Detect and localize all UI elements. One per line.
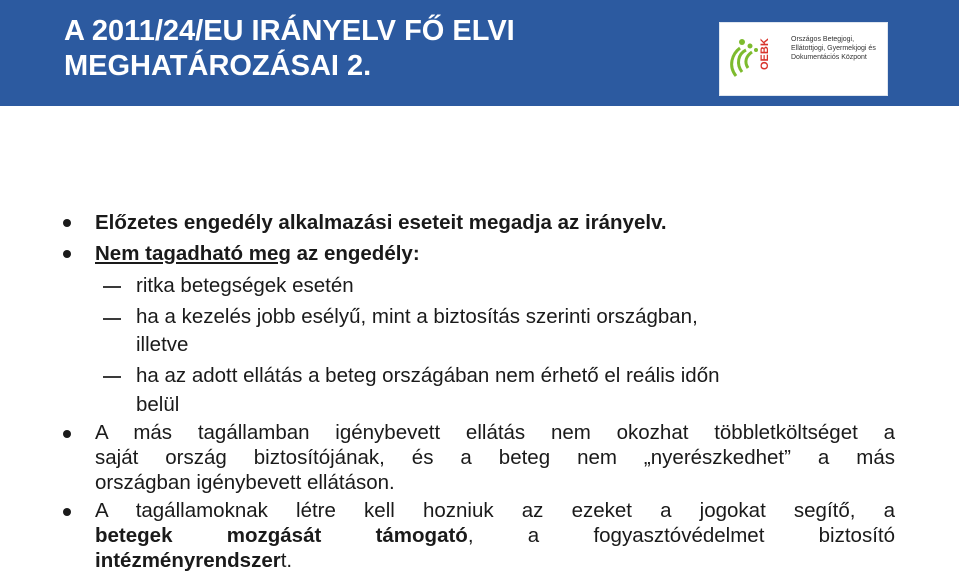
bullet-2-text: [95, 242, 420, 266]
bullet-4-line-2-rest: , a fogyasztóvédelmet biztosító: [467, 524, 895, 547]
slide-title-line-1: A 2011/24/EU IRÁNYELV FŐ ELVI: [64, 15, 515, 47]
bullet-icon: [63, 430, 71, 438]
sub-item-2-line-2: illetve: [136, 333, 189, 356]
bullet-4-bold-phrase: betegek mozgását támogató: [95, 524, 468, 547]
bullet-4-line-3-rest: t.: [280, 549, 293, 572]
bullet-2-underlined: Nem tagadható meg: [95, 242, 291, 265]
logo-vertical-text: OEBK: [759, 38, 771, 70]
bullet-4-line-3: [95, 549, 292, 573]
sub-item-3-line-1: ha az adott ellátás a beteg országában nem érhető el reális időn: [136, 364, 720, 387]
sub-item-1-text: ritka betegségek esetén: [136, 274, 354, 297]
slide-title-line-2: MEGHATÁROZÁSAI 2.: [64, 50, 372, 82]
dash-icon: [103, 376, 121, 378]
bullet-3-line-2: saját ország biztosítójának, és a beteg nem „nyerészkedhet” a más: [95, 446, 895, 469]
bullet-3-line-3: országban igénybevett ellátáson.: [95, 471, 395, 494]
bullet-1-text: Előzetes engedély alkalmazási eseteit megadja az irányelv.: [95, 211, 667, 234]
logo-caption-line-2: Ellátottjogi, Gyermekjogi és: [791, 45, 876, 52]
logo-caption-line-3: Dokumentációs Központ: [791, 54, 867, 61]
bullet-4-bold-word: intézményrendszer: [95, 549, 281, 572]
dash-icon: [103, 286, 121, 288]
bullet-icon: [63, 219, 71, 227]
bullet-icon: [63, 250, 71, 258]
bullet-icon: [63, 508, 71, 516]
dash-icon: [103, 318, 121, 320]
sub-item-3-line-2: belül: [136, 393, 180, 416]
bullet-2-rest: az engedély:: [290, 242, 420, 265]
bullet-3-line-1: A más tagállamban igénybevett ellátás nem okozhat többletköltséget a: [95, 421, 895, 444]
sub-item-2-line-1: ha a kezelés jobb esélyű, mint a biztosítás szerinti országban,: [136, 305, 698, 328]
bullet-4-line-1: A tagállamoknak létre kell hozniuk az ezeket a jogokat segítő, a: [95, 499, 895, 522]
bullet-4-line-2: [95, 524, 895, 548]
logo-caption-line-1: Országos Betegjogi,: [791, 36, 855, 43]
